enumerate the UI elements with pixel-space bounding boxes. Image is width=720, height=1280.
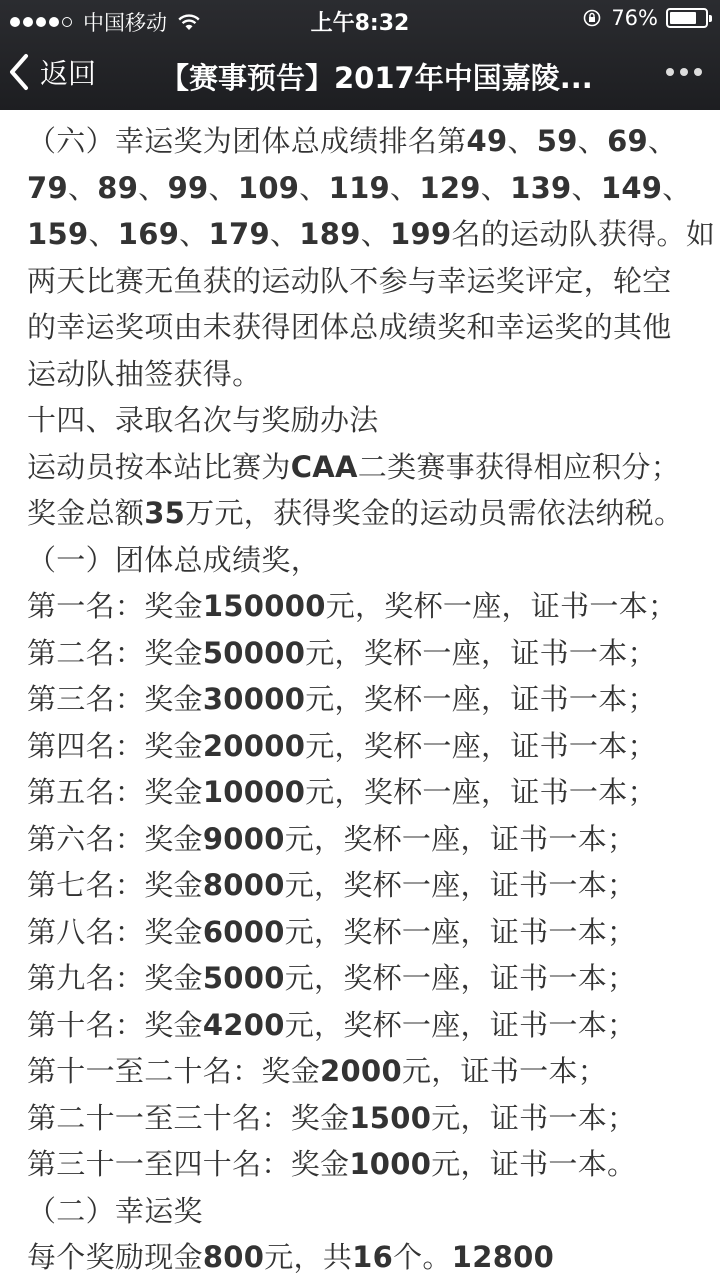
article-line: （六）幸运奖为团体总成绩排名第49、59、69、 (27, 124, 678, 158)
battery-level (670, 12, 696, 24)
more-dot-icon (680, 68, 688, 76)
article-line: （二）幸运奖 (27, 1193, 203, 1228)
article-line: 奖金总额35万元，获得奖金的运动员需依法纳税。 (27, 496, 684, 530)
article-line: 的幸运奖项由未获得团体总成绩奖和幸运奖的其他 (27, 310, 672, 344)
article-line: 第十名：奖金4200元，奖杯一座，证书一本； (27, 1007, 637, 1042)
carrier-name: 中国移动 (83, 11, 167, 35)
battery-percent: 76% (611, 6, 658, 30)
article-line: 第八名：奖金6000元，奖杯一座，证书一本； (27, 914, 637, 949)
article-line: 运动队抽签获得。 (27, 356, 262, 391)
more-dot-icon (694, 68, 702, 76)
article-line: 十四、录取名次与奖励办法 (27, 403, 379, 437)
article-line: 159、169、179、189、199名的运动队获得。如 (27, 217, 716, 251)
article-line: 第十一至二十名：奖金2000元，证书一本； (27, 1054, 608, 1088)
back-label: 返回 (40, 57, 97, 90)
article-line: 第一名：奖金150000元，奖杯一座，证书一本； (27, 589, 678, 623)
nav-bar (0, 38, 720, 110)
article-line: 第七名：奖金8000元，奖杯一座，证书一本； (27, 868, 637, 902)
top-bar (0, 0, 720, 110)
article-line: 第五名：奖金10000元，奖杯一座，证书一本； (27, 775, 657, 809)
article-line: 第九名：奖金5000元，奖杯一座，证书一本； (27, 961, 637, 995)
article-line: 运动员按本站比赛为CAA二类赛事获得相应积分； (27, 449, 681, 484)
chevron-left-icon (6, 52, 32, 92)
rotation-lock-icon (583, 9, 601, 27)
status-right (583, 6, 708, 30)
status-time: 上午8:32 (310, 11, 410, 36)
more-options-button[interactable] (660, 68, 702, 76)
article-line: （一）团体总成绩奖， (27, 542, 321, 577)
article-line: 两天比赛无鱼获的运动队不参与幸运奖评定，轮空 (27, 263, 672, 298)
article-line: 每个奖励现金800元，共16个。12800 (27, 1240, 555, 1274)
article-line: 第二名：奖金50000元，奖杯一座，证书一本； (27, 635, 657, 670)
back-button[interactable] (6, 52, 96, 92)
article-line: 79、89、99、109、119、129、139、149、 (27, 170, 692, 205)
status-bar (0, 0, 720, 38)
article-line: 第三名：奖金30000元，奖杯一座，证书一本； (27, 682, 657, 716)
more-dot-icon (666, 68, 674, 76)
battery-icon (666, 8, 708, 28)
article-line: 第三十一至四十名：奖金1000元，证书一本。 (27, 1147, 637, 1181)
article-line: 第二十一至三十名：奖金1500元，证书一本； (27, 1100, 637, 1135)
page-title: 【赛事预告】2017年中国嘉陵... (160, 61, 593, 95)
article-body[interactable] (0, 110, 720, 1280)
article-line: 第四名：奖金20000元，奖杯一座，证书一本； (27, 728, 657, 763)
article-line: 第六名：奖金9000元，奖杯一座，证书一本； (27, 821, 637, 856)
